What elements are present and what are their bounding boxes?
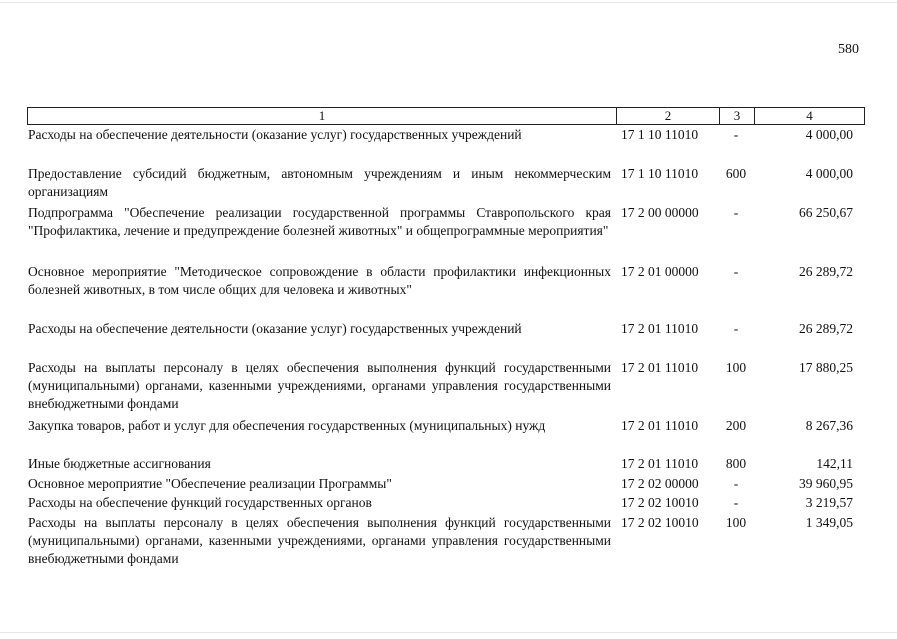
row-code: 17 2 02 10010 bbox=[621, 515, 699, 530]
row-code: 17 1 10 11010 bbox=[621, 127, 699, 142]
row-name: Подпрограмма "Обеспечение реализации государственной программы Ставропольского края "Профилактика, лечение и предупреждение болезней животных" и общепрограммные мероприятия" bbox=[28, 205, 611, 238]
row-name: Предоставление субсидий бюджетным, автономным учреждениям и иным некоммерческим организациям bbox=[28, 166, 611, 199]
header-col-1: 1 bbox=[27, 107, 616, 125]
header-col-2: 2 bbox=[616, 107, 719, 125]
row-type: 100 bbox=[725, 360, 747, 375]
row-type: 600 bbox=[725, 166, 747, 181]
row-type: - bbox=[733, 321, 739, 336]
row-name: Расходы на выплаты персоналу в целях обеспечения выполнения функций государственными (муниципальными) органами, казенными учреждениями, органами управления государственными внебюджетными фондами bbox=[28, 515, 611, 566]
row-code: 17 2 00 00000 bbox=[621, 205, 699, 220]
row-name: Закупка товаров, работ и услуг для обеспечения государственных (муниципальных) нужд bbox=[28, 418, 546, 433]
row-code: 17 2 01 11010 bbox=[621, 321, 699, 336]
row-sum: 142,11 bbox=[816, 456, 853, 471]
row-name: Основное мероприятие "Обеспечение реализации Программы" bbox=[28, 476, 392, 491]
row-name: Расходы на обеспечение функций государственных органов bbox=[28, 495, 372, 510]
row-code: 17 2 01 00000 bbox=[621, 264, 699, 279]
row-sum: 26 289,72 bbox=[799, 321, 853, 336]
scan-edge-bottom bbox=[0, 632, 897, 633]
row-name: Расходы на обеспечение деятельности (оказание услуг) государственных учреждений bbox=[28, 127, 522, 142]
row-sum: 4 000,00 bbox=[805, 127, 853, 142]
row-sum: 4 000,00 bbox=[805, 166, 853, 181]
row-code: 17 2 01 11010 bbox=[621, 456, 699, 471]
row-name: Иные бюджетные ассигнования bbox=[28, 456, 211, 471]
row-sum: 26 289,72 bbox=[799, 264, 853, 279]
row-type: 800 bbox=[725, 456, 747, 471]
row-type: - bbox=[733, 127, 739, 142]
row-code: 17 2 02 00000 bbox=[621, 476, 699, 491]
row-type: - bbox=[733, 264, 739, 279]
row-name: Основное мероприятие "Методическое сопровождение в области профилактики инфекционных болезней животных, в том числе общих для человека и животных" bbox=[28, 264, 611, 297]
row-type: 100 bbox=[725, 515, 747, 530]
row-code: 17 1 10 11010 bbox=[621, 166, 699, 181]
row-name: Расходы на обеспечение деятельности (оказание услуг) государственных учреждений bbox=[28, 321, 522, 336]
header-col-4: 4 bbox=[754, 107, 865, 125]
row-type: - bbox=[733, 476, 739, 491]
row-code: 17 2 01 11010 bbox=[621, 418, 699, 433]
row-code: 17 2 02 10010 bbox=[621, 495, 699, 510]
row-sum: 66 250,67 bbox=[799, 205, 853, 220]
row-sum: 1 349,05 bbox=[805, 515, 853, 530]
scan-edge-top bbox=[0, 2, 897, 3]
row-sum: 39 960,95 bbox=[799, 476, 853, 491]
row-sum: 17 880,25 bbox=[799, 360, 853, 375]
row-sum: 8 267,36 bbox=[805, 418, 853, 433]
page-number: 580 bbox=[838, 42, 859, 57]
row-type: - bbox=[733, 495, 739, 510]
row-type: - bbox=[733, 205, 739, 220]
row-code: 17 2 01 11010 bbox=[621, 360, 699, 375]
header-col-3: 3 bbox=[719, 107, 754, 125]
row-name: Расходы на выплаты персоналу в целях обеспечения выполнения функций государственными (муниципальными) органами, казенными учреждениями, органами управления государственными внебюджетными фондами bbox=[28, 360, 611, 411]
row-type: 200 bbox=[725, 418, 747, 433]
row-sum: 3 219,57 bbox=[805, 495, 853, 510]
